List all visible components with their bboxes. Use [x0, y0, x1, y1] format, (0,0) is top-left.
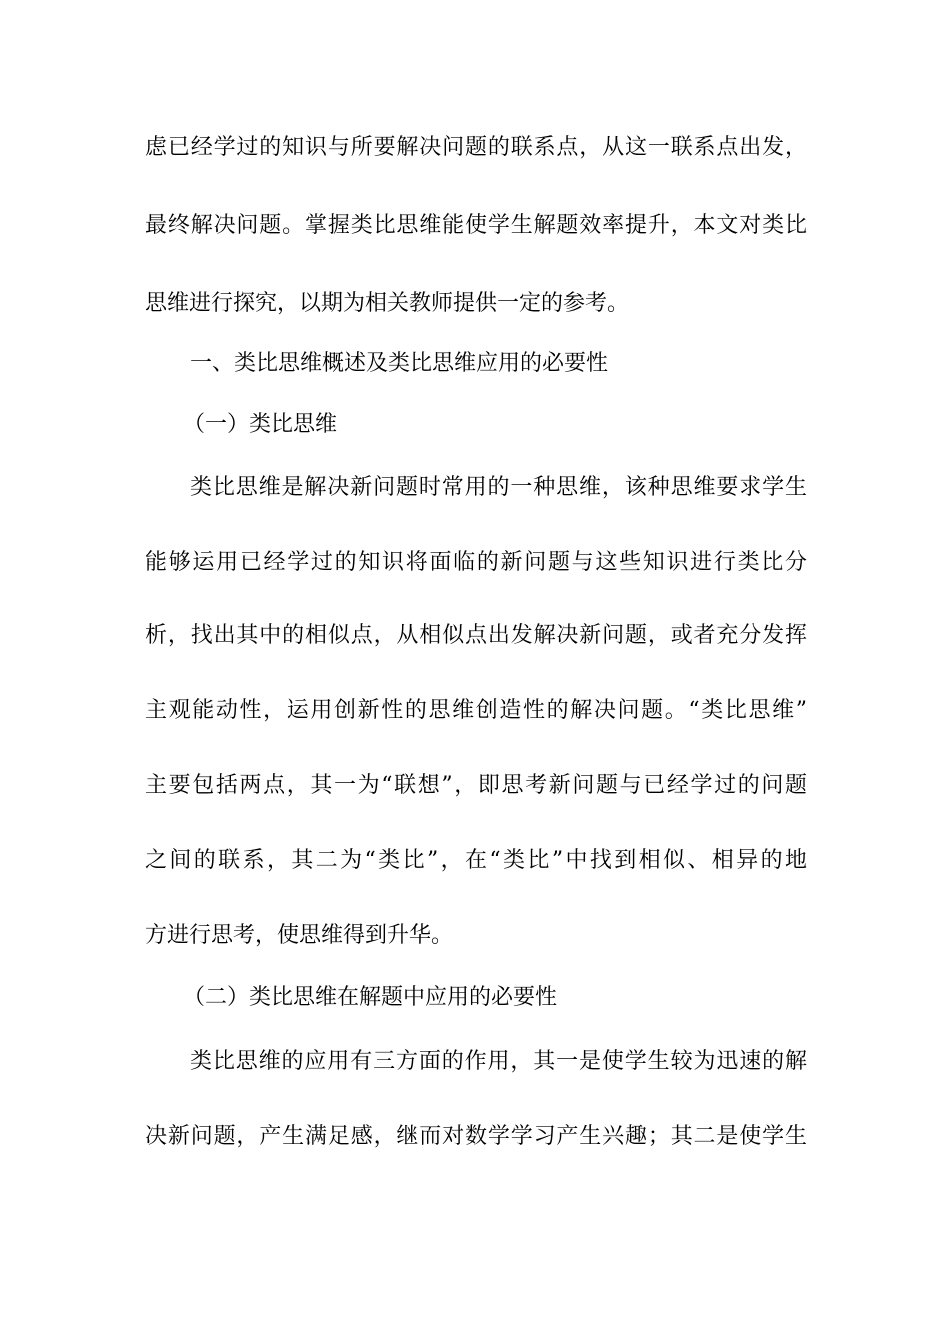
- body-text-line: 类比思维是解决新问题时常用的一种思维，该种思维要求学生: [190, 475, 807, 500]
- body-text-line: 类比思维的应用有三方面的作用，其一是使学生较为迅速的解: [190, 1049, 807, 1074]
- section-heading: 一、类比思维概述及类比思维应用的必要性: [190, 351, 609, 376]
- body-text-line: 虑已经学过的知识与所要解决问题的联系点，从这一联系点出发，: [145, 135, 807, 160]
- subsection-heading: （一）类比思维: [183, 412, 338, 437]
- body-text-line: 析，找出其中的相似点，从相似点出发解决新问题，或者充分发挥: [145, 623, 807, 648]
- body-text-line: 决新问题，产生满足感，继而对数学学习产生兴趣；其二是使学生: [145, 1124, 807, 1149]
- body-text-line: 主观能动性，运用创新性的思维创造性的解决问题。“类比思维”: [145, 698, 807, 723]
- body-text-line: 思维进行探究，以期为相关教师提供一定的参考。: [145, 291, 630, 316]
- body-text-line: 主要包括两点，其一为“联想”，即思考新问题与已经学过的问题: [145, 773, 807, 798]
- body-text-line: 之间的联系，其二为“类比”，在“类比”中找到相似、相异的地: [145, 848, 807, 873]
- body-text-line: 方进行思考，使思维得到升华。: [145, 923, 454, 948]
- subsection-heading: （二）类比思维在解题中应用的必要性: [183, 985, 558, 1010]
- body-text-line: 最终解决问题。掌握类比思维能使学生解题效率提升，本文对类比: [145, 213, 807, 238]
- body-text-line: 能够运用已经学过的知识将面临的新问题与这些知识进行类比分: [145, 550, 807, 575]
